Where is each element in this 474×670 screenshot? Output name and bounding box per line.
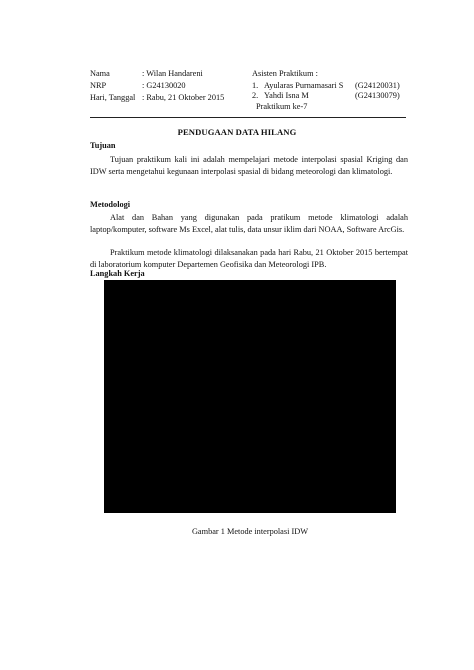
tujuan-paragraph: Tujuan praktikum kali ini adalah mempelajari metode interpolasi spasial Kriging dan IDW serta mengetahui kegunaan interpolasi spasial di bidang meteorologi dan klimatologi. <box>90 155 408 176</box>
name-label: Nama <box>90 69 110 78</box>
metodologi-heading: Metodologi <box>90 200 131 209</box>
header-divider <box>90 117 406 118</box>
metodologi-paragraph-1: Alat dan Bahan yang digunakan pada pratikum metode klimatologi adalah laptop/komputer, software Ms Excel, alat tulis, data unsur iklim dari NOAA, Software ArcGis. <box>90 213 408 234</box>
assistant-2-name: Yahdi Isna M <box>264 91 309 100</box>
assistant-1-number: 1. <box>252 81 259 90</box>
document-title: PENDUGAAN DATA HILANG <box>177 127 297 137</box>
practicum-number: Praktikum ke-7 <box>256 102 308 111</box>
date-value: : Rabu, 21 Oktober 2015 <box>142 93 225 102</box>
assistant-1-name: Ayularas Purnamasari S <box>264 81 344 90</box>
idw-interpolation-figure <box>104 280 396 513</box>
langkah-kerja-heading: Langkah Kerja <box>90 269 145 278</box>
name-value: : Wilan Handareni <box>142 69 203 78</box>
metodologi-paragraph-2: Praktikum metode klimatologi dilaksanakan pada hari Rabu, 21 Oktober 2015 bertempat di laboratorium komputer Departemen Geofisika dan Meteorologi IPB. <box>90 248 408 269</box>
nrp-value: : G24130020 <box>142 81 186 90</box>
date-label: Hari, Tanggal <box>90 93 136 102</box>
figure-caption: Gambar 1 Metode interpolasi IDW <box>191 527 309 536</box>
assistant-label: Asisten Praktikum : <box>252 69 318 78</box>
tujuan-heading: Tujuan <box>90 141 116 150</box>
assistant-2-number: 2. <box>252 91 259 100</box>
nrp-label: NRP <box>90 81 107 90</box>
assistant-2-nim: (G24130079) <box>355 91 400 100</box>
assistant-1-nim: (G24120031) <box>355 81 400 90</box>
